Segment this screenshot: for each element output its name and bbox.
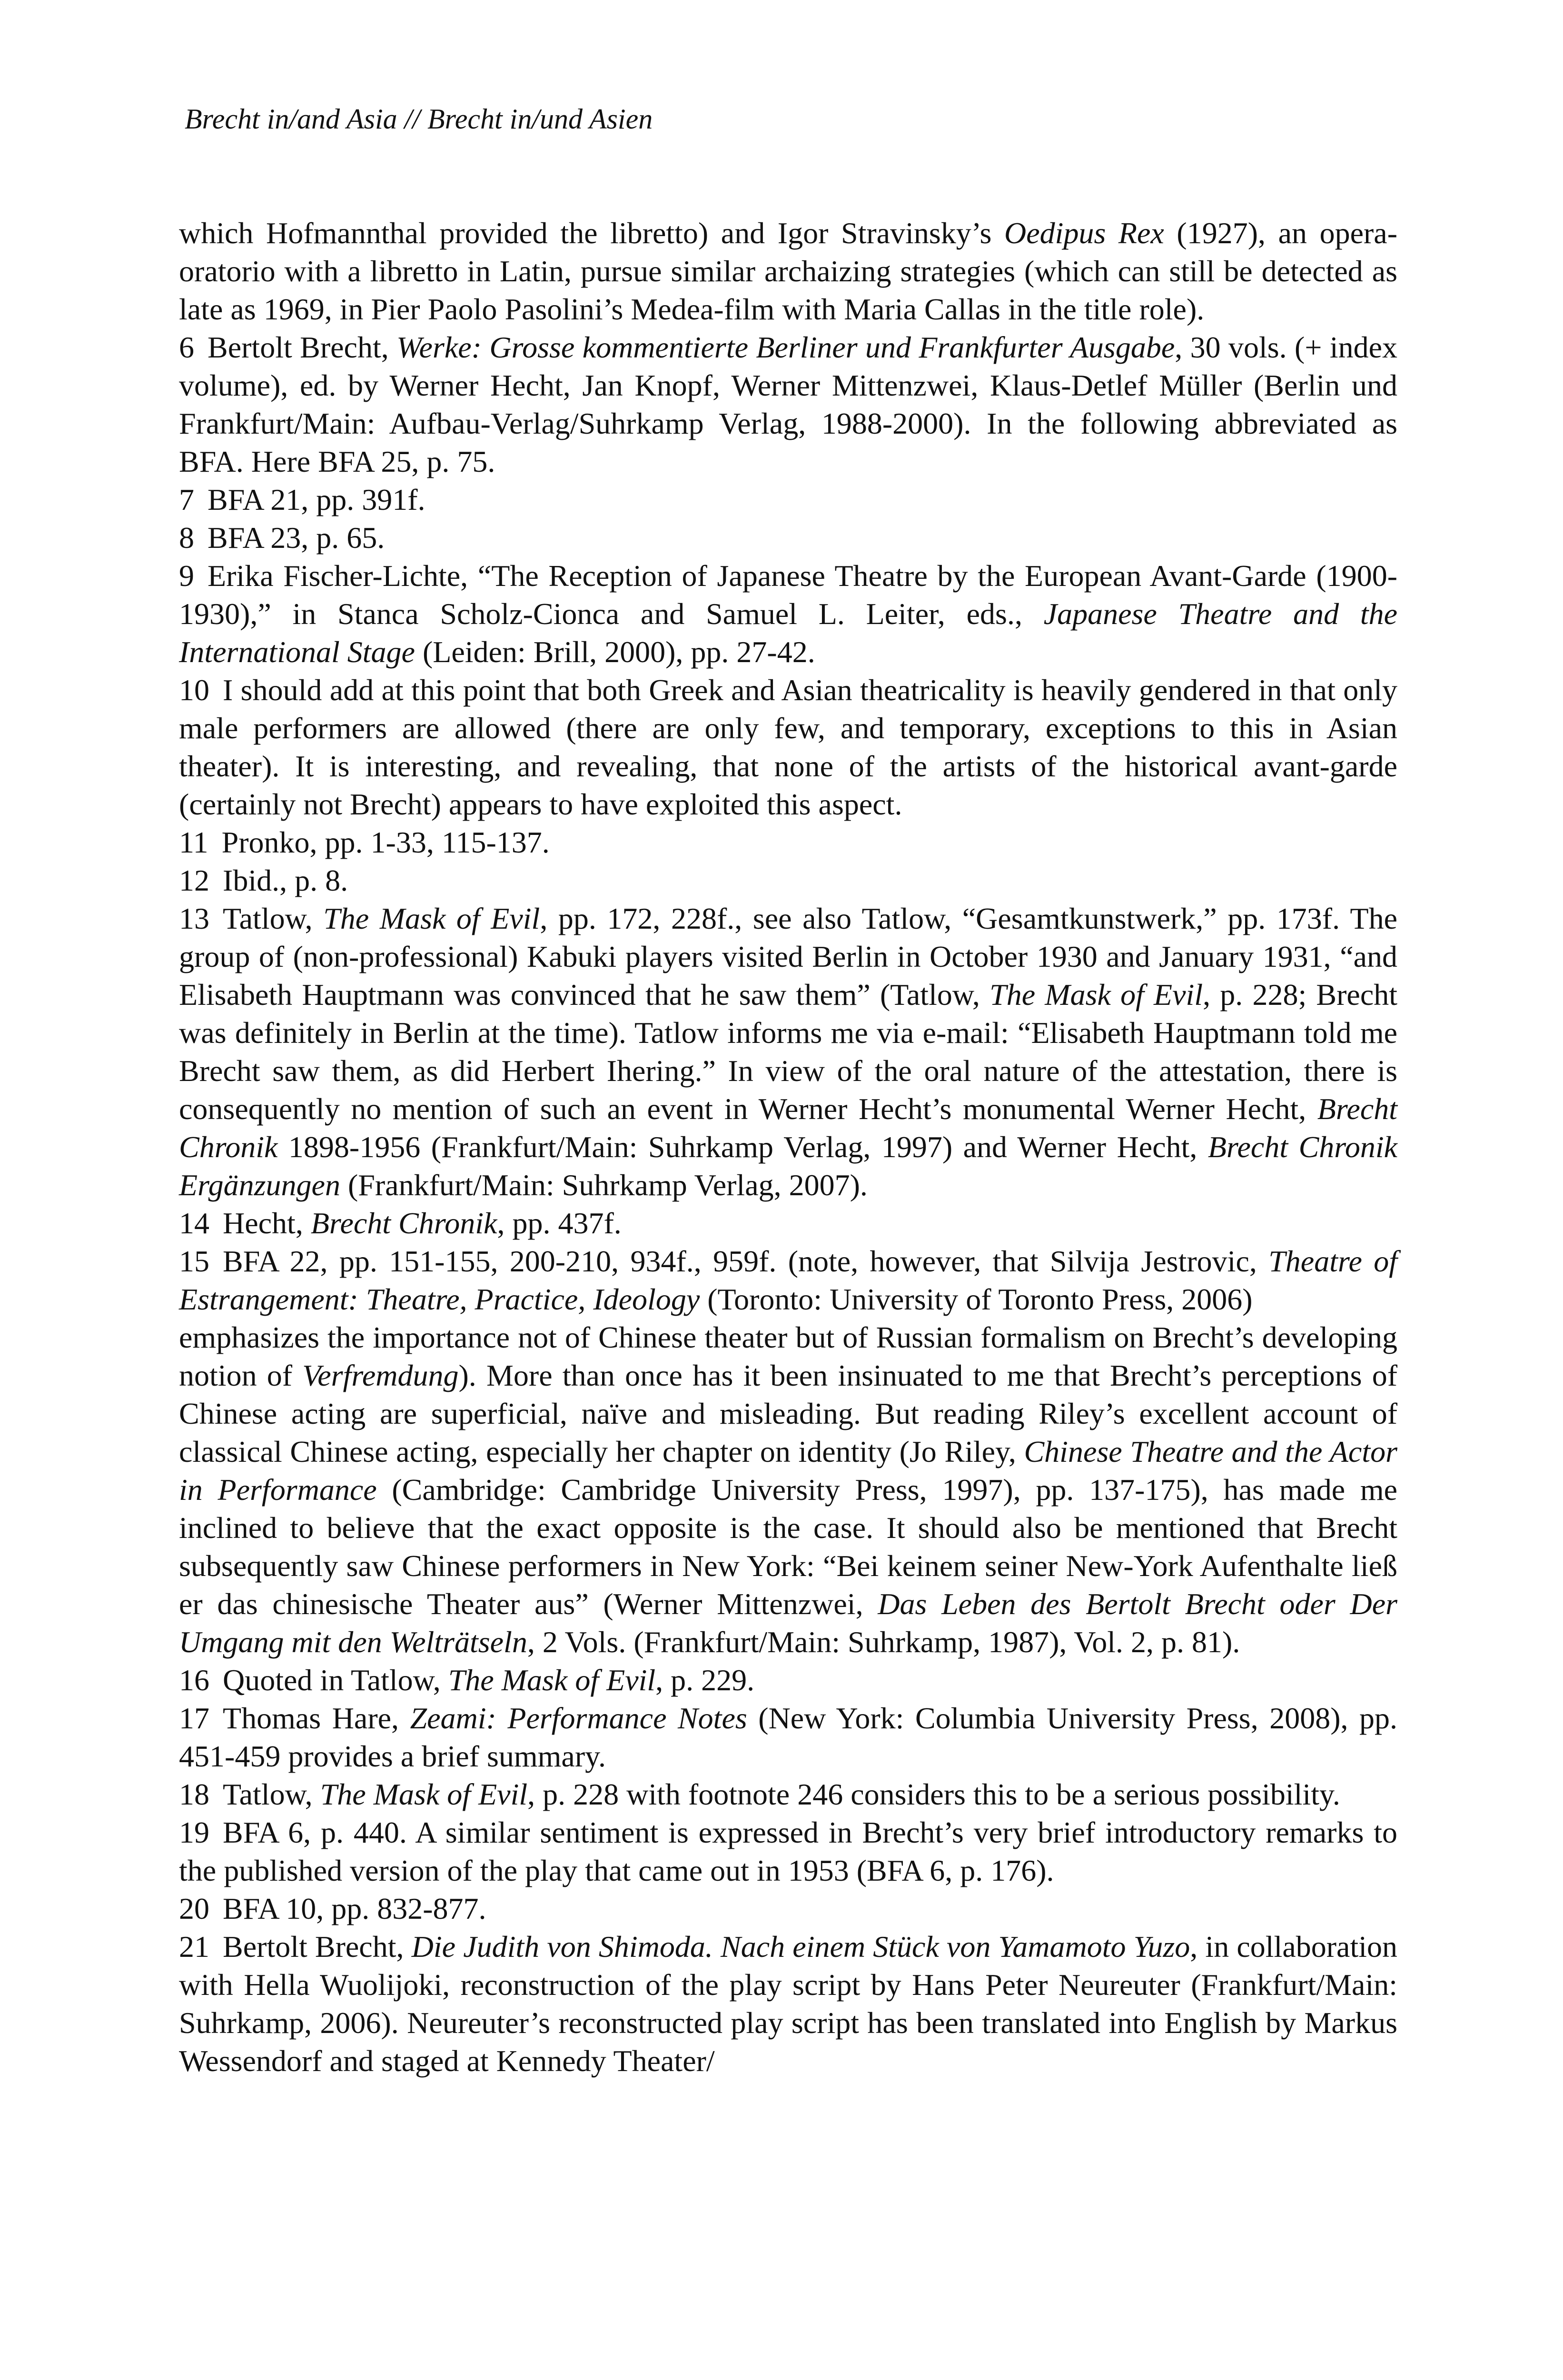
footnote-14 bbox=[179, 1204, 1397, 1242]
text-run: Tatlow, bbox=[223, 902, 324, 935]
footnote-number: 21 bbox=[179, 1930, 209, 1964]
text-run: BFA 23, p. 65. bbox=[208, 521, 385, 555]
footnote-12 bbox=[179, 862, 1397, 900]
text-run: , in collaboration with Hella Wuolijoki, reconstruction of the play script by Hans Peter Neureuter (Frankfurt/Main: Suhrkamp, 2006). Neureuter’s reconstructed play script has been translated into English by Markus Wessendorf and staged at Kennedy Theater/ bbox=[179, 1930, 1398, 2078]
footnotes-body bbox=[179, 214, 1397, 2080]
text-run: Bertolt Brecht, bbox=[208, 330, 397, 364]
text-run: (Frankfurt/Main: Suhrkamp Verlag, 2007). bbox=[340, 1168, 868, 1202]
text-run: Hecht, bbox=[223, 1206, 311, 1240]
italic-title: Zeami: Performance Notes bbox=[410, 1701, 747, 1735]
text-run: I should add at this point that both Greek and Asian theatricality is heavily gendered in that only male performers are allowed (there are only few, and temporary, exceptions to this in Asian theater). It is interesting, and revealing, that none of the artists of the historical avant-garde (certainly not Brecht) appears to have exploited this aspect. bbox=[179, 673, 1397, 821]
footnote-number: 20 bbox=[179, 1892, 209, 1925]
text-run: BFA 22, pp. 151-155, 200-210, 934f., 959f. (note, however, that Silvija Jestrovic, bbox=[223, 1244, 1269, 1278]
footnote-number: 13 bbox=[179, 902, 209, 935]
italic-title: Oedipus Rex bbox=[1004, 216, 1164, 250]
italic-title: The Mask of Evil bbox=[989, 978, 1203, 1012]
continuation-paragraph bbox=[179, 214, 1397, 328]
text-run: BFA 6, p. 440. A similar sentiment is expressed in Brecht’s very brief introductory remarks to the published version of the play that came out in 1953 (BFA 6, p. 176). bbox=[179, 1815, 1397, 1887]
footnote-number: 19 bbox=[179, 1815, 209, 1849]
text-run: , pp. 172, 228f., see also Tatlow, “Gesamtkunstwerk,” pp. 173f. The group of (non-professional) Kabuki players visited Berlin in October 1930 and January 1931, “and Elisabeth Hauptmann was convinced that he saw them” (Tatlow, bbox=[179, 902, 1397, 1012]
text-run: Ibid., p. 8. bbox=[223, 863, 348, 897]
text-run: BFA 21, pp. 391f. bbox=[208, 483, 425, 516]
footnote-8 bbox=[179, 519, 1397, 557]
footnote-10 bbox=[179, 671, 1397, 823]
footnote-7 bbox=[179, 481, 1397, 519]
footnote-number: 12 bbox=[179, 863, 209, 897]
footnote-number: 15 bbox=[179, 1244, 209, 1278]
italic-title: Brecht Chronik Ergänzungen bbox=[179, 1130, 1398, 1202]
footnote-number: 8 bbox=[179, 521, 194, 555]
text-run: (Toronto: University of Toronto Press, 2006) bbox=[700, 1282, 1253, 1316]
footnote-number: 6 bbox=[179, 330, 194, 364]
footnote-number: 11 bbox=[179, 825, 208, 859]
notes-list bbox=[179, 328, 1397, 2080]
text-run: Tatlow, bbox=[223, 1777, 320, 1811]
italic-title: The Mask of Evil bbox=[448, 1663, 656, 1697]
footnote-number: 7 bbox=[179, 483, 194, 516]
text-run: (Leiden: Brill, 2000), pp. 27-42. bbox=[415, 635, 815, 669]
text-run: , p. 228; Brecht was definitely in Berlin at the time). Tatlow informs me via e-mail: “Elisabeth Hauptmann told me Brecht saw them, as did Herbert Ihering.” In view of the oral nature of the attestation, there is consequently no mention of such an event in Werner Hecht’s monumental Werner Hecht, bbox=[179, 978, 1398, 1126]
text-run: Erika Fischer-Lichte, “The Reception of Japanese Theatre by the European Avant-Garde (1900-1930),” in Stanca Scholz-Cionca and Samuel L. Leiter, eds., bbox=[179, 559, 1397, 631]
footnote-18 bbox=[179, 1775, 1397, 1814]
text-run: Bertolt Brecht, bbox=[223, 1930, 412, 1964]
text-run: 1898-1956 (Frankfurt/Main: Suhrkamp Verlag, 1997) and Werner Hecht, bbox=[277, 1130, 1208, 1164]
italic-title: Die Judith von Shimoda. Nach einem Stück von Yamamoto Yuzo bbox=[411, 1930, 1190, 1964]
footnote-number: 18 bbox=[179, 1777, 209, 1811]
text-run: Quoted in Tatlow, bbox=[223, 1663, 448, 1697]
footnote-continuation bbox=[179, 1319, 1397, 1661]
text-run: , 2 Vols. (Frankfurt/Main: Suhrkamp, 1987), Vol. 2, p. 81). bbox=[527, 1625, 1240, 1659]
text-run: (Cambridge: Cambridge University Press, 1997), pp. 137-175), has made me inclined to believe that the exact opposite is the case. It should also be mentioned that Brecht subsequently saw Chinese performers in New York: “Bei keinem seiner New-York Aufenthalte ließ er das chinesische Theater aus” (Werner Mittenzwei, bbox=[179, 1473, 1397, 1621]
text-run: ). More than once has it been insinuated to me that Brecht’s perceptions of Chinese acting are superficial, naïve and misleading. But reading Riley’s excellent account of classical Chinese acting, especially her chapter on identity (Jo Riley, bbox=[179, 1359, 1398, 1468]
footnote-number: 10 bbox=[179, 673, 209, 707]
text-run: , p. 229. bbox=[655, 1663, 755, 1697]
footnote-number: 17 bbox=[179, 1701, 209, 1735]
footnote-21 bbox=[179, 1928, 1397, 2080]
text-run: (New York: Columbia University Press, 2008), pp. 451-459 provides a brief summary. bbox=[179, 1701, 1397, 1773]
text-run: Pronko, pp. 1-33, 115-137. bbox=[221, 825, 550, 859]
footnote-number: 16 bbox=[179, 1663, 209, 1697]
text-run: which Hofmannthal provided the libretto) and Igor Stravinsky’s bbox=[179, 216, 1005, 250]
text-run: , pp. 437f. bbox=[497, 1206, 622, 1240]
text-run: Thomas Hare, bbox=[223, 1701, 410, 1735]
footnote-9 bbox=[179, 557, 1397, 671]
italic-title: Theatre of Estrangement: Theatre, Practice, Ideology bbox=[179, 1244, 1398, 1316]
footnote-13 bbox=[179, 900, 1397, 1204]
footnote-19 bbox=[179, 1814, 1397, 1890]
text-run: , p. 228 with footnote 246 considers this to be a serious possibility. bbox=[527, 1777, 1340, 1811]
italic-title: Verfremdung bbox=[302, 1359, 459, 1392]
italic-title: The Mask of Evil bbox=[320, 1777, 528, 1811]
footnote-6 bbox=[179, 328, 1397, 481]
text-run: BFA 10, pp. 832-877. bbox=[223, 1892, 486, 1925]
footnote-17 bbox=[179, 1699, 1397, 1775]
italic-title: The Mask of Evil bbox=[323, 902, 540, 935]
text-run: (1927), an opera-oratorio with a libretto in Latin, pursue similar archaizing strategies (which can still be detected as late as 1969, in Pier Paolo Pasolini’s Medea-film with Maria Callas in the title role). bbox=[179, 216, 1398, 326]
italic-title: Brecht Chronik bbox=[310, 1206, 497, 1240]
footnote-15 bbox=[179, 1242, 1397, 1319]
text-run: , 30 vols. (+ index volume), ed. by Werner Hecht, Jan Knopf, Werner Mittenzwei, Klaus-Detlef Müller (Berlin und Frankfurt/Main: Aufbau-Verlag/Suhrkamp Verlag, 1988-2000). In the following abbreviated as BFA. Here BFA 25, p. 75. bbox=[179, 330, 1397, 478]
footnote-11 bbox=[179, 823, 1397, 862]
italic-title: Brecht Chronik bbox=[179, 1092, 1397, 1164]
footnote-number: 9 bbox=[179, 559, 194, 593]
footnote-20 bbox=[179, 1890, 1397, 1928]
italic-title: Chinese Theatre and the Actor in Performance bbox=[179, 1435, 1398, 1507]
running-header: Brecht in/and Asia // Brecht in/und Asien bbox=[185, 103, 653, 135]
italic-title: Werke: Grosse kommentierte Berliner und Frankfurter Ausgabe bbox=[396, 330, 1175, 364]
italic-title: Das Leben des Bertolt Brecht oder Der Umgang mit den Welträtseln bbox=[179, 1587, 1398, 1659]
footnote-number: 14 bbox=[179, 1206, 209, 1240]
italic-title: Japanese Theatre and the International Stage bbox=[179, 597, 1398, 669]
footnote-16 bbox=[179, 1661, 1397, 1699]
text-run: emphasizes the importance not of Chinese theater but of Russian formalism on Brecht’s developing notion of bbox=[179, 1320, 1397, 1392]
